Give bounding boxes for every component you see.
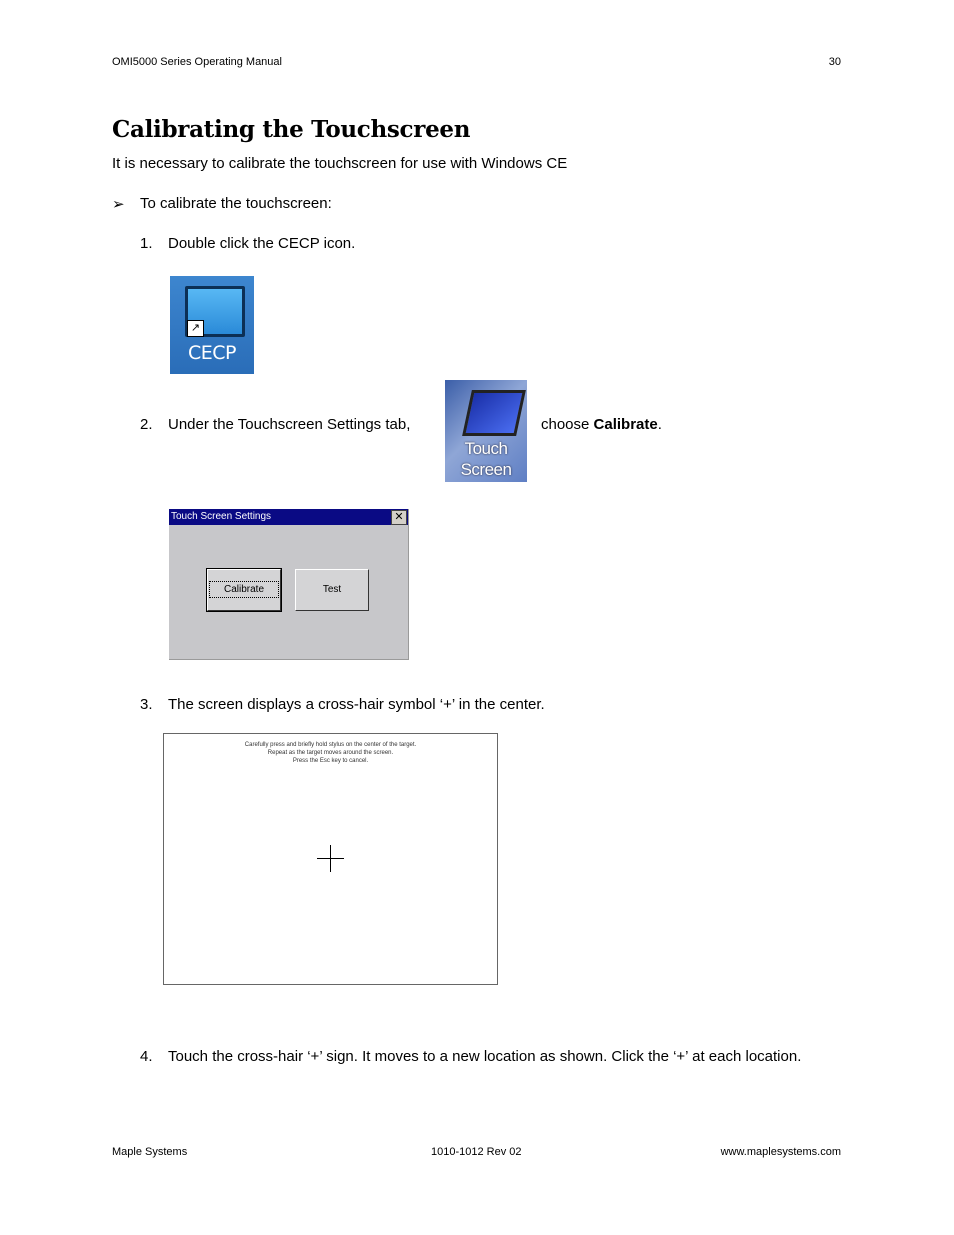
step-2-number: 2. xyxy=(140,416,153,433)
touch-screen-icon[interactable] xyxy=(445,380,527,482)
footer-website-link[interactable]: www.maplesystems.com xyxy=(720,1146,841,1158)
step-3-text: The screen displays a cross-hair symbol ‘+’ in the center. xyxy=(168,696,545,713)
calibrate-button[interactable]: Calibrate xyxy=(207,569,281,611)
calibration-screen[interactable] xyxy=(163,733,498,985)
footer-company: Maple Systems xyxy=(112,1146,188,1158)
touch-screen-icon-label: Touch Screen xyxy=(460,439,512,479)
procedure-heading: To calibrate the touchscreen: xyxy=(140,195,332,212)
header-title: OMI5000 Series Operating Manual xyxy=(112,56,282,68)
close-icon[interactable]: ✕ xyxy=(391,510,407,525)
footer-doc-number: 1010-1012 Rev 02 xyxy=(431,1146,522,1158)
step-2-text: Under the Touchscreen Settings tab, xyxy=(168,416,411,433)
calibrate-emphasis: Calibrate xyxy=(593,416,658,433)
test-button[interactable]: Test xyxy=(295,569,369,611)
tablet-icon xyxy=(462,390,526,436)
step-3-number: 3. xyxy=(140,696,153,713)
section-title: Calibrating the Touchscreen xyxy=(112,116,471,143)
touch-screen-settings-dialog xyxy=(169,509,409,660)
calibration-instructions: Carefully press and briefly hold stylus on the center of the target. Repeat as the target moves around the screen. Press the Esc key to cancel. xyxy=(244,742,417,764)
step-1-number: 1. xyxy=(140,235,153,252)
step-4-text: Touch the cross-hair ‘+’ sign. It moves to a new location as shown. Click the ‘+’ at each location. xyxy=(168,1048,802,1065)
cecp-icon-label: CECP xyxy=(188,342,236,364)
step-2-continuation: choose Calibrate. xyxy=(541,416,662,433)
dialog-title: Touch Screen Settings xyxy=(171,511,272,522)
dialog-title-bar xyxy=(169,509,408,525)
step-1-text: Double click the CECP icon. xyxy=(168,235,356,252)
section-intro: It is necessary to calibrate the touchscreen for use with Windows CE xyxy=(112,155,568,172)
step-4-number: 4. xyxy=(140,1048,153,1065)
cecp-icon[interactable] xyxy=(170,276,254,374)
page-number: 30 xyxy=(828,56,841,68)
procedure-bullet-icon: ➢ xyxy=(112,196,125,213)
shortcut-arrow-icon: ↗ xyxy=(187,320,204,337)
